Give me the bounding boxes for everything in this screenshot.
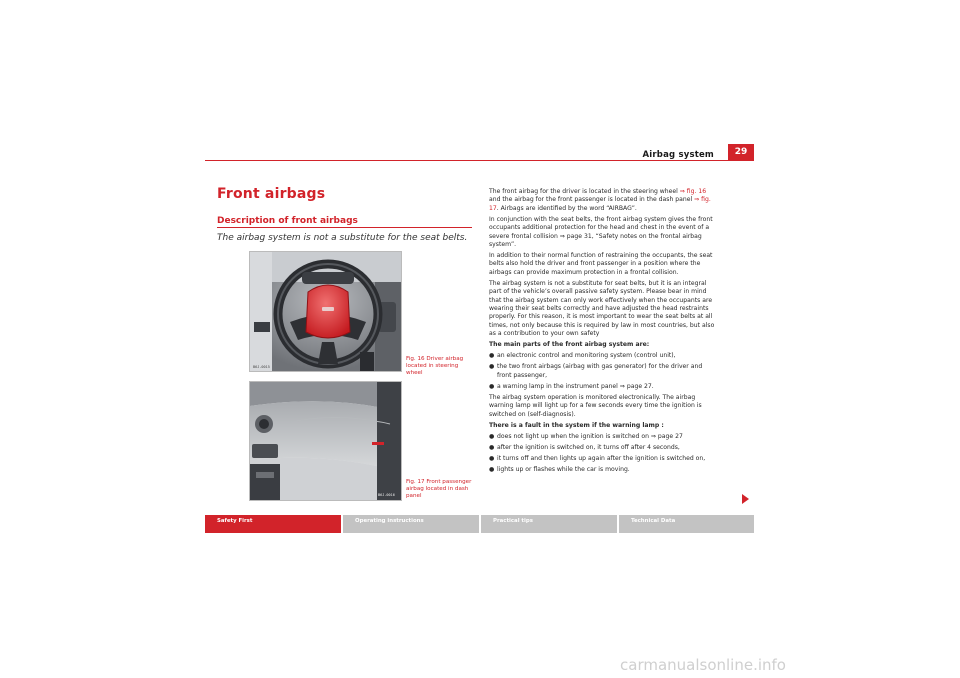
paragraph: The front airbag for the driver is located in the steering wheel ⇒ fig. 16 and the airbag for the front passenger is located in the dash panel ⇒ fig. 17. Airbags are identified by the word “AIRBAG”. [489,188,711,212]
list-item: ● a warning lamp in the instrument panel ⇒ page 27. [489,382,654,390]
subsection-divider [217,227,472,228]
tab-operating-instructions[interactable]: Operating instructions [343,515,479,533]
figure-16-caption: Fig. 16 Driver airbag located in steering wheel [406,356,464,376]
figure-passenger-airbag [249,381,402,501]
page-number: 29 [728,144,754,160]
paragraph-lead: There is a fault in the system if the warning lamp : [489,421,664,429]
list-item: ● does not light up when the ignition is switched on ⇒ page 27 [489,432,683,440]
figure-17-caption: Fig. 17 Front passenger airbag located in dash panel [406,479,472,499]
subsection-title: Description of front airbags [217,216,358,226]
figure-link[interactable]: ⇒ fig. 16 [679,188,707,195]
section-title: Front airbags [217,186,326,202]
paragraph: In conjunction with the seat belts, the front airbag system gives the front occupants additional protection for the head and chest in the event of a severe frontal collision ⇒ page 31, “Safety notes on the frontal airbag system”. [489,215,713,249]
paragraph: In addition to their normal function of restraining the occupants, the seat belts also hold the driver and front passenger in a position where the airbags can provide maximum protection in a frontal collision. [489,252,713,276]
list-item: ● it turns off and then lights up again after the ignition is switched on, [489,454,706,462]
list-item: ● after the ignition is switched on, it turns off after 4 seconds, [489,443,680,451]
bullet-icon: ● [489,352,495,360]
steering-wheel-illustration [250,252,401,371]
tab-practical-tips[interactable]: Practical tips [481,515,617,533]
figure-code: B6J-0015 [253,365,270,369]
bullet-icon: ● [489,382,495,390]
body-text [489,188,717,477]
bullet-icon: ● [489,465,495,473]
paragraph: The airbag system is not a substitute for seat belts, but it is an integral part of the vehicle’s overall passive safety system. Please bear in mind that the airbag system can only work effectively when the occupants are wearing their seat belts correctly and have adjusted the head restraints properly. For this reason, it is most important to wear the seat belts at all times, not only because this is required by law in most countries, but also as a contribution to your own safety [489,279,715,338]
header-divider [205,160,754,161]
bullet-icon: ● [489,432,495,440]
list-item: ● the two front airbags (airbag with gas generator) for the driver and front passenger, [489,363,703,379]
continue-arrow-icon[interactable] [742,494,749,504]
list-item: ● lights up or flashes while the car is moving. [489,465,630,473]
figure-driver-airbag [249,251,402,372]
bullet-icon: ● [489,454,495,462]
running-header-title: Airbag system [642,150,714,160]
list-item: ● an electronic control and monitoring system (control unit), [489,352,676,360]
bullet-icon: ● [489,363,495,371]
intro-statement: The airbag system is not a substitute for the seat belts. [217,233,468,243]
figure-code: B6J-0016 [378,493,395,497]
tab-safety-first[interactable]: Safety First [205,515,341,533]
bullet-icon: ● [489,443,495,451]
paragraph: The airbag system operation is monitored electronically. The airbag warning lamp will light up for a few seconds every time the ignition is switched on (self-diagnosis). [489,393,702,418]
figure-link[interactable]: ⇒ fig. 17 [489,196,711,212]
dash-panel-illustration [250,382,401,500]
watermark: carmanualsonline.info [620,656,786,674]
tab-technical-data[interactable]: Technical Data [619,515,754,533]
paragraph-lead: The main parts of the front airbag system are: [489,341,650,349]
